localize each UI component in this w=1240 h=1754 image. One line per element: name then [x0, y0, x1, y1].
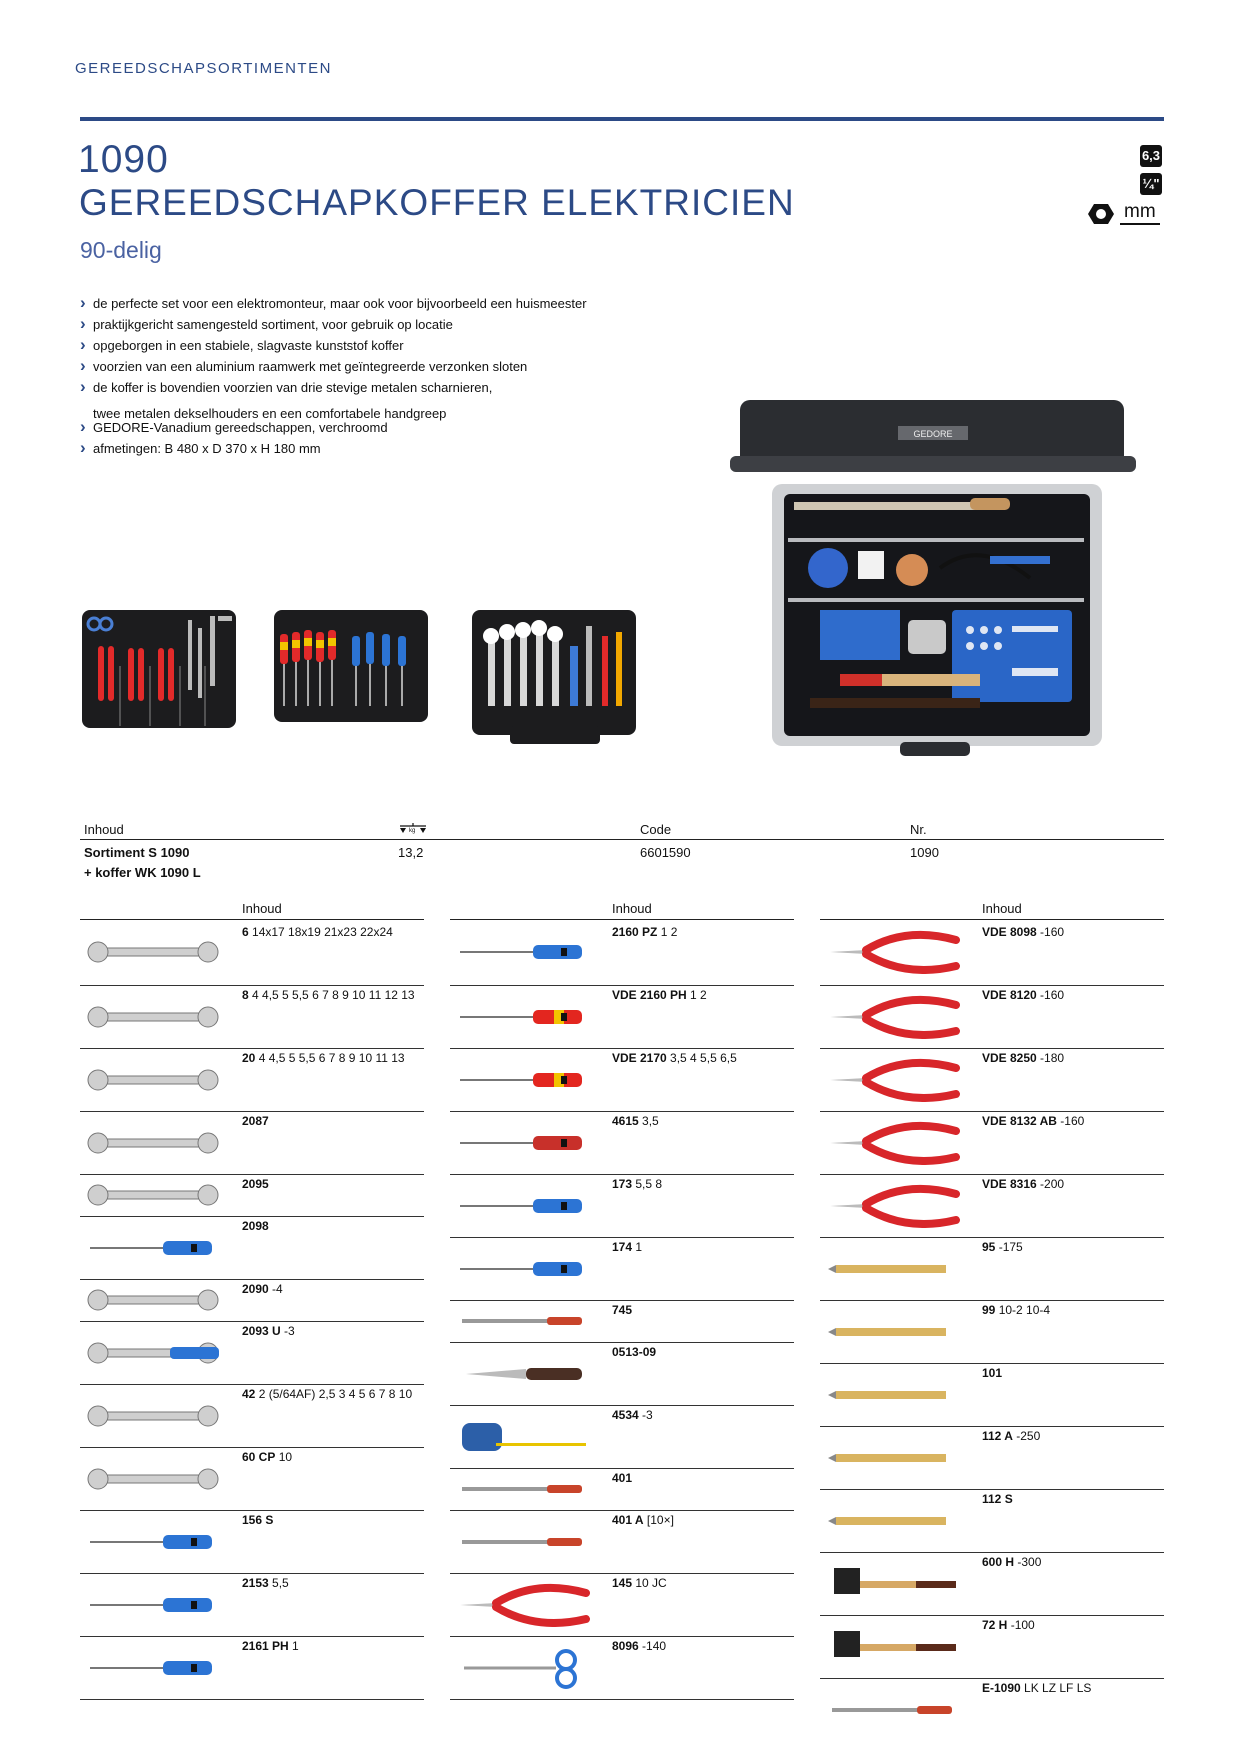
row-divider: [820, 985, 1164, 986]
row-divider: [450, 1174, 794, 1175]
feature-item: › afmetingen: B 480 x D 370 x H 180 mm: [80, 438, 640, 459]
item-code: VDE 8316: [982, 1177, 1037, 1191]
list-item: [982, 1303, 1050, 1317]
main-table-header: [84, 822, 1164, 840]
hex-nut-icon: [1087, 201, 1115, 227]
item-code: 101: [982, 1366, 1003, 1380]
list-item: [612, 1576, 667, 1590]
item-spec: 3,5 4 5,5 6,5: [666, 1051, 737, 1065]
row-inhoud-line1: Sortiment S 1090: [84, 845, 190, 860]
main-table-row: [84, 845, 1164, 885]
centre-punch-icon: [826, 1310, 966, 1354]
list-item: [982, 1555, 1041, 1569]
offset-screwdriver-icon: [456, 1184, 596, 1228]
row-divider: [820, 1552, 1164, 1553]
row-divider: [820, 1111, 1164, 1112]
row-code: 6601590: [640, 845, 691, 860]
list-item: [242, 1324, 295, 1338]
row-divider: [80, 1510, 424, 1511]
item-spec: -3: [280, 1324, 295, 1338]
tool-roll-set-icon: [826, 1688, 966, 1732]
list-item: [612, 1513, 674, 1527]
tool-case-image: [730, 398, 1136, 760]
item-code: 20: [242, 1051, 256, 1065]
item-spec: 1 2: [657, 925, 678, 939]
item-code: 2093 U: [242, 1324, 281, 1338]
row-divider: [80, 1384, 424, 1385]
item-spec: 1 2: [686, 988, 707, 1002]
combination-pliers-icon: [826, 1058, 966, 1102]
list-item: [982, 1681, 1091, 1695]
awl-icon: [86, 1520, 226, 1564]
row-divider: [450, 1300, 794, 1301]
universal-joint-icon: [86, 1179, 226, 1211]
row-divider: [820, 1363, 1164, 1364]
tool-roll-pliers-image: [80, 606, 240, 731]
machinist-hammer-icon: [826, 1562, 966, 1606]
row-divider: [450, 1405, 794, 1406]
tool-roll-screwdrivers-image: [272, 606, 432, 726]
spinner-handle-icon: [86, 1226, 226, 1270]
list-item: [242, 1282, 283, 1296]
row-divider: [820, 1678, 1164, 1679]
item-spec: 5,5 8: [632, 1177, 663, 1191]
row-divider: [80, 985, 424, 986]
list-item: [612, 1114, 659, 1128]
item-code: 99: [982, 1303, 996, 1317]
list-item: [612, 1471, 632, 1485]
drive-size-badge: 6,3: [1140, 145, 1162, 167]
cold-chisel-icon: [826, 1247, 966, 1291]
adjustable-wrench-icon: [86, 1457, 226, 1501]
row-divider: [450, 985, 794, 986]
offset-phillips-screwdriver-icon: [456, 1247, 596, 1291]
item-code: 2160 PZ: [612, 925, 658, 939]
row-divider: [820, 1615, 1164, 1616]
row-divider: [450, 1573, 794, 1574]
list-item: [242, 988, 415, 1002]
column-header-divider: [820, 919, 1164, 920]
list-item: [612, 1240, 642, 1254]
row-divider: [80, 1447, 424, 1448]
item-code: 72 H: [982, 1618, 1008, 1632]
header-inhoud: Inhoud: [84, 822, 124, 837]
row-divider: [820, 1426, 1164, 1427]
row-divider: [80, 1111, 424, 1112]
list-item: [612, 1639, 666, 1653]
item-code: VDE 8132 AB: [982, 1114, 1057, 1128]
row-divider: [450, 1237, 794, 1238]
item-spec: -200: [1036, 1177, 1065, 1191]
file-blade-icon: [456, 1520, 596, 1564]
list-item: [982, 988, 1064, 1002]
pozidriv-screwdriver-icon: [456, 930, 596, 974]
item-spec: -140: [638, 1639, 667, 1653]
list-item: [982, 1492, 1013, 1506]
item-spec: -180: [1036, 1051, 1065, 1065]
pin-punch-icon: [826, 1373, 966, 1417]
row-divider: [80, 1573, 424, 1574]
item-code: VDE 8250: [982, 1051, 1037, 1065]
electrician-knife-icon: [456, 1352, 596, 1396]
tool-roll-wrenches-image: [470, 606, 640, 746]
row-nr: 1090: [910, 845, 939, 860]
list-item: [242, 1114, 269, 1128]
item-spec: -100: [1007, 1618, 1035, 1632]
item-code: 156 S: [242, 1513, 274, 1527]
main-table-divider: [80, 839, 1164, 840]
list-item: [242, 1177, 269, 1191]
row-divider: [450, 1048, 794, 1049]
item-code: 2090: [242, 1282, 269, 1296]
list-item: [982, 1429, 1040, 1443]
list-item: [982, 1051, 1064, 1065]
row-divider: [80, 1321, 424, 1322]
list-item: [242, 1576, 289, 1590]
row-divider: [80, 1636, 424, 1637]
item-spec: 2 (5/64AF) 2,5 3 4 5 6 7 8 10: [255, 1387, 413, 1401]
item-spec: -3: [638, 1408, 653, 1422]
item-spec: 4 4,5 5 5,5 6 7 8 9 10 11 12 13: [248, 988, 415, 1002]
row-divider: [80, 1279, 424, 1280]
item-spec: -160: [1036, 988, 1065, 1002]
item-spec: -300: [1014, 1555, 1042, 1569]
item-code: 2153: [242, 1576, 269, 1590]
row-divider: [450, 1699, 794, 1700]
column-header-divider: [450, 919, 794, 920]
list-item: [242, 1051, 405, 1065]
item-code: 174: [612, 1240, 633, 1254]
item-spec: 10 JC: [632, 1576, 667, 1590]
feature-item: › de perfecte set voor een elektromonteur, maar ook voor bijvoorbeeld een huismeester: [80, 293, 640, 314]
item-spec: 5,5: [268, 1576, 289, 1590]
list-item: [612, 1177, 662, 1191]
item-code: 2098: [242, 1219, 269, 1233]
item-code: 4534: [612, 1408, 639, 1422]
top-divider: [80, 117, 1164, 121]
column-header: Inhoud: [242, 901, 282, 916]
column-header: Inhoud: [982, 901, 1022, 916]
item-code: 2161 PH: [242, 1639, 289, 1653]
small-open-end-wrench-icon: [86, 995, 226, 1039]
item-spec: 3,5: [638, 1114, 659, 1128]
row-divider: [820, 1489, 1164, 1490]
list-item: [242, 925, 393, 939]
list-item: [612, 1303, 632, 1317]
list-item: [982, 1177, 1064, 1191]
item-code: 2095: [242, 1177, 269, 1191]
tape-measure-icon: [456, 1415, 596, 1459]
product-title: GEREEDSCHAPKOFFER ELEKTRICIEN: [79, 182, 795, 223]
item-code: 145: [612, 1576, 633, 1590]
item-code: VDE 2160 PH: [612, 988, 687, 1002]
list-item: [612, 1345, 656, 1359]
item-code: VDE 2170: [612, 1051, 667, 1065]
inch-badge: ¼": [1140, 173, 1162, 195]
weight-unit: kg: [409, 828, 416, 834]
item-code: 8: [242, 988, 249, 1002]
column-header-divider: [80, 919, 424, 920]
item-code: 600 H: [982, 1555, 1015, 1569]
item-spec: -160: [1036, 925, 1065, 939]
mm-badge: [1087, 201, 1167, 227]
list-item: [242, 1219, 269, 1233]
item-code: 112 S: [982, 1492, 1013, 1506]
item-code: VDE 8120: [982, 988, 1037, 1002]
list-item: [242, 1513, 273, 1527]
item-code: 173: [612, 1177, 633, 1191]
item-code: 0513-09: [612, 1345, 657, 1359]
list-item: [982, 925, 1064, 939]
feeler-blade-icon: [456, 1305, 596, 1337]
list-item: [982, 1240, 1023, 1254]
list-item: [242, 1639, 299, 1653]
item-code: 401 A: [612, 1513, 644, 1527]
stubby-phillips-screwdriver-icon: [86, 1646, 226, 1690]
item-code: 60 CP: [242, 1450, 276, 1464]
feature-item: › GEDORE-Vanadium gereedschappen, verchroomd: [80, 417, 640, 438]
row-weight: 13,2: [398, 845, 424, 860]
item-spec: 10: [275, 1450, 293, 1464]
vde-slotted-screwdriver-icon: [456, 1058, 596, 1102]
row-divider: [820, 1048, 1164, 1049]
row-divider: [820, 1174, 1164, 1175]
wide-chisel-icon: [826, 1499, 966, 1543]
list-item: [982, 1618, 1035, 1632]
row-divider: [450, 1111, 794, 1112]
socket-icon: [86, 1058, 226, 1102]
row-divider: [450, 1468, 794, 1469]
row-divider: [80, 1174, 424, 1175]
header-nr: Nr.: [910, 822, 927, 837]
weight-header: [398, 822, 428, 839]
unit-label: mm: [1120, 201, 1160, 225]
feature-item: › praktijkgericht samengesteld sortiment, voor gebruik op locatie: [80, 314, 640, 335]
item-spec: 10-2 10-4: [995, 1303, 1051, 1317]
double-open-end-wrench-icon: [86, 930, 226, 974]
header-code: Code: [640, 822, 672, 837]
item-spec: [10×]: [643, 1513, 674, 1527]
item-spec: 1: [632, 1240, 643, 1254]
item-spec: -4: [268, 1282, 283, 1296]
row-divider: [450, 1342, 794, 1343]
list-item: [612, 988, 707, 1002]
feature-list: [80, 293, 640, 398]
water-pump-pliers-icon: [456, 1583, 596, 1627]
item-code: 8096: [612, 1639, 639, 1653]
item-code: 95: [982, 1240, 996, 1254]
feature-item: › de koffer is bovendien voorzien van drie stevige metalen scharnieren,: [80, 377, 640, 398]
item-code: 2087: [242, 1114, 269, 1128]
section-label: GEREEDSCHAPSORTIMENTEN: [75, 60, 332, 77]
item-code: E-1090: [982, 1681, 1021, 1695]
row-divider: [820, 1237, 1164, 1238]
list-item: [242, 1450, 292, 1464]
long-nose-pliers-icon: [826, 995, 966, 1039]
case-brand-label: GEDORE: [913, 429, 953, 439]
row-divider: [80, 1699, 424, 1700]
stubby-screwdriver-icon: [86, 1583, 226, 1627]
item-code: VDE 8098: [982, 925, 1037, 939]
list-item: [612, 925, 677, 939]
file-icon: [456, 1473, 596, 1505]
extension-bar-icon: [86, 1284, 226, 1316]
list-item: [612, 1408, 653, 1422]
column-header: Inhoud: [612, 901, 652, 916]
product-number: 1090: [78, 138, 169, 181]
item-spec: 14x17 18x19 21x23 22x24: [248, 925, 393, 939]
row-divider: [80, 1216, 424, 1217]
feature-list-continued: [80, 417, 640, 459]
scissors-icon: [456, 1646, 596, 1690]
list-item: [242, 1387, 412, 1401]
item-code: 745: [612, 1303, 633, 1317]
item-spec: -175: [995, 1240, 1023, 1254]
row-divider: [820, 1300, 1164, 1301]
row-inhoud-line2: + koffer WK 1090 L: [84, 865, 201, 880]
item-spec: -160: [1056, 1114, 1085, 1128]
list-item: [982, 1114, 1084, 1128]
vde-phillips-screwdriver-icon: [456, 995, 596, 1039]
bent-nose-pliers-icon: [826, 1121, 966, 1165]
feature-item: › voorzien van een aluminium raamwerk met geïntegreerde verzonken sloten: [80, 356, 640, 377]
list-item: [612, 1051, 737, 1065]
item-code: 401: [612, 1471, 633, 1485]
t-handle-icon: [86, 1121, 226, 1165]
item-code: 4615: [612, 1114, 639, 1128]
item-spec: 4 4,5 5 5,5 6 7 8 9 10 11 13: [255, 1051, 405, 1065]
electrician-hammer-icon: [826, 1625, 966, 1669]
flat-chisel-icon: [826, 1436, 966, 1480]
item-code: 42: [242, 1387, 256, 1401]
ratchet-icon: [86, 1331, 226, 1375]
item-spec: -250: [1012, 1429, 1041, 1443]
item-spec: LK LZ LF LS: [1020, 1681, 1092, 1695]
hex-key-icon: [86, 1394, 226, 1438]
row-divider: [450, 1510, 794, 1511]
product-subtitle: 90-delig: [80, 237, 162, 263]
row-divider: [450, 1636, 794, 1637]
voltage-tester-icon: [456, 1121, 596, 1165]
feature-continuation: twee metalen dekselhouders en een comfortabele handgreep: [93, 406, 447, 421]
wire-stripper-pliers-icon: [826, 930, 966, 974]
list-item: [982, 1366, 1002, 1380]
side-cutter-icon: [826, 1184, 966, 1228]
item-spec: 1: [288, 1639, 299, 1653]
item-code: 112 A: [982, 1429, 1013, 1443]
row-divider: [80, 1048, 424, 1049]
feature-item: › opgeborgen in een stabiele, slagvaste kunststof koffer: [80, 335, 640, 356]
item-code: 6: [242, 925, 249, 939]
